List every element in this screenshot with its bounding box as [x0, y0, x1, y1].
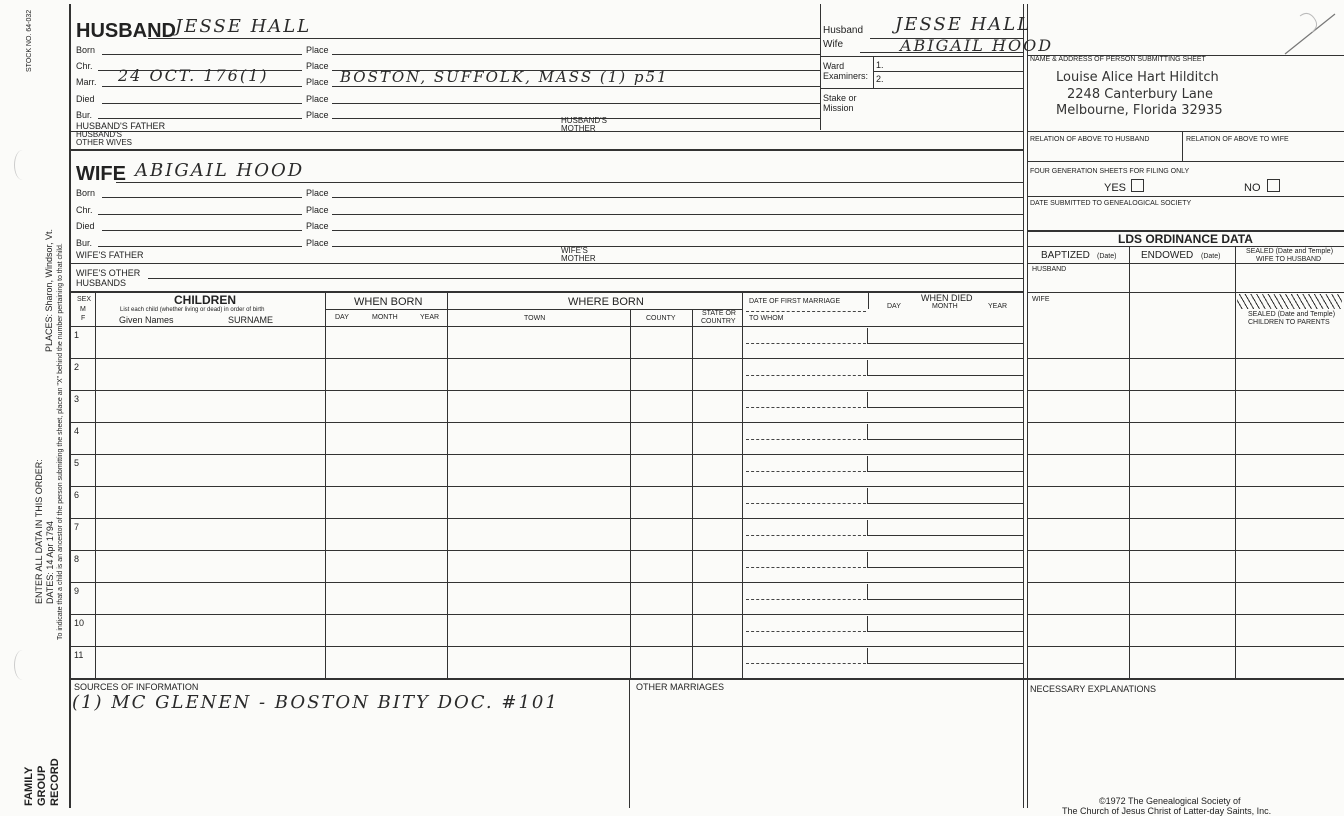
wife-chr-place-label: Place: [306, 205, 329, 215]
child-row-number: 2: [74, 362, 80, 372]
wife-father-line: [70, 263, 1023, 264]
wife-died-place-line: [332, 230, 1023, 231]
wife-born-line: [102, 197, 302, 198]
wifes-other-husbands-2: HUSBANDS: [76, 278, 127, 288]
born-year-label: YEAR: [420, 314, 440, 321]
husband-bur-place-label: Place: [306, 110, 329, 120]
marriage-date-dash: [746, 663, 866, 664]
four-gen-top-line: [1027, 161, 1344, 162]
wife-died-label: Died: [76, 221, 95, 231]
bottom-section-top: [70, 678, 1344, 680]
marriage-date-dash: [746, 567, 866, 568]
when-born-label: WHEN BORN: [354, 296, 423, 308]
wife-bur-place-label: Place: [306, 238, 329, 248]
wife-died-line: [102, 230, 302, 231]
died-day-label: DAY: [887, 303, 901, 310]
wife-name-handwritten: ABIGAIL HOOD: [135, 160, 305, 181]
marriage-date-dash: [746, 343, 866, 344]
child-row-number: 3: [74, 394, 80, 404]
wifes-mother-label-2: MOTHER: [561, 254, 596, 263]
marriage-date-dash: [746, 599, 866, 600]
sources-handwritten: (1) MC GLENEN - BOSTON BITY DOC. #101: [72, 692, 559, 713]
when-died-box[interactable]: [867, 584, 1024, 600]
children-title: CHILDREN: [174, 293, 236, 307]
no-label: NO: [1244, 182, 1261, 194]
when-born-sub-line: [325, 309, 743, 310]
when-died-box[interactable]: [867, 392, 1024, 408]
husband-chr-label: Chr.: [76, 61, 93, 71]
child-row-number: 1: [74, 330, 80, 340]
when-died-divider: [868, 292, 869, 309]
bottom-divider: [629, 678, 630, 808]
born-month-label: MONTH: [372, 314, 398, 321]
marriage-date-dash: [746, 439, 866, 440]
when-died-box[interactable]: [867, 488, 1024, 504]
yes-checkbox[interactable]: [1131, 179, 1144, 192]
to-whom-label: TO WHOM: [749, 315, 784, 322]
wifes-mother-label-1: WIFE'S: [561, 246, 588, 255]
child-row-number: 9: [74, 586, 80, 596]
child-row[interactable]: [70, 422, 1344, 454]
died-month-label: MONTH: [932, 303, 958, 310]
child-row[interactable]: [70, 518, 1344, 550]
dates-order: DATES: 14 Apr 1794: [45, 521, 55, 604]
hatched-area: [1237, 294, 1342, 309]
child-row[interactable]: [70, 358, 1344, 390]
wife-other-husbands-line: [148, 278, 1023, 279]
punch-hole-bottom: [14, 650, 31, 680]
examiner-line-2: [820, 88, 1023, 89]
wife-born-label: Born: [76, 188, 96, 198]
sealed-children-label-1: SEALED (Date and Temple): [1248, 311, 1336, 318]
child-row[interactable]: [70, 486, 1344, 518]
child-row[interactable]: [70, 326, 1344, 358]
husbands-mother-label-2: MOTHER: [561, 124, 596, 133]
marriage-date-dash: [746, 535, 866, 536]
when-died-box[interactable]: [867, 552, 1024, 568]
husband-marr-place-label: Place: [306, 77, 329, 87]
places-order: PLACES: Sharon, Windsor, Vt.: [44, 228, 54, 352]
ward-label: Ward: [823, 61, 845, 71]
town-label: TOWN: [524, 315, 546, 322]
wife-born-place-label: Place: [306, 188, 329, 198]
sealed-children-label-2: CHILDREN TO PARENTS: [1248, 319, 1330, 326]
child-row-number: 8: [74, 554, 80, 564]
child-row[interactable]: [70, 614, 1344, 646]
record-title-2: GROUP: [36, 765, 48, 806]
wife-bur-place-line: [332, 246, 1023, 247]
child-row[interactable]: [70, 582, 1344, 614]
child-row[interactable]: [70, 550, 1344, 582]
pencil-mark-icon: [1280, 10, 1340, 60]
husband-died-line: [102, 103, 302, 104]
examiner-divider: [873, 56, 874, 88]
marriage-date-dash: [746, 631, 866, 632]
rh-husband-handwritten: JESSE HALL: [895, 14, 1032, 35]
lds-header-line: [1027, 263, 1344, 264]
husband-born-place-label: Place: [306, 45, 329, 55]
baptized-label: BAPTIZED: [1041, 250, 1090, 261]
lds-title-line: [1027, 246, 1344, 247]
when-died-box[interactable]: [867, 616, 1024, 632]
wife-name-line: [116, 182, 1023, 183]
state-label-1: STATE OR: [702, 310, 736, 317]
first-marriage-dash: [746, 311, 866, 312]
explanations-label: NECESSARY EXPLANATIONS: [1030, 684, 1157, 694]
yes-label: YES: [1104, 182, 1127, 194]
endowed-label: ENDOWED: [1141, 250, 1194, 261]
sex-f-label: F: [81, 315, 86, 322]
husbands-other-wives-1: HUSBAND'S: [76, 130, 122, 139]
wife-born-place-line: [332, 197, 1023, 198]
rh-wife-label: Wife: [823, 39, 843, 50]
husband-name-line: [148, 38, 820, 39]
rh-wife-handwritten: ABIGAIL HOOD: [900, 36, 1054, 55]
stake-label-1: Stake or: [823, 93, 857, 103]
examiner-line-1: [873, 71, 1023, 72]
marriage-date-dash: [746, 503, 866, 504]
husband-section-bottom: [70, 149, 1023, 151]
marriage-date-dash: [746, 471, 866, 472]
relation-divider: [1182, 131, 1183, 161]
when-died-box[interactable]: [867, 520, 1024, 536]
child-row-number: 5: [74, 458, 80, 468]
lds-title: LDS ORDINANCE DATA: [1118, 232, 1253, 246]
examiner-2: 2.: [876, 74, 884, 84]
rh-husband-label: Husband: [823, 25, 864, 36]
endowed-date-label: (Date): [1201, 253, 1221, 260]
husband-born-place-line: [332, 54, 820, 55]
ancestor-instructions: To indicate that a child is an ancestor of the person submitting the sheet, place an "X" behind the number pertaining to that child.: [57, 243, 64, 640]
sources-label: SOURCES OF INFORMATION: [74, 682, 199, 692]
baptized-date-label: (Date): [1097, 253, 1117, 260]
submitter-street: 2248 Canterbury Lane: [1067, 87, 1214, 102]
child-row-number: 6: [74, 490, 80, 500]
husbands-mother-label-1: HUSBAND'S: [561, 116, 607, 125]
husband-died-place-line: [332, 103, 820, 104]
wife-chr-place-line: [332, 214, 1023, 215]
husband-died-label: Died: [76, 94, 95, 104]
sealed-wife-label-2: WIFE TO HUSBAND: [1256, 256, 1322, 263]
husband-chr-place-label: Place: [306, 61, 329, 71]
born-day-label: DAY: [335, 314, 349, 321]
husband-died-place-label: Place: [306, 94, 329, 104]
husband-marr-label: Marr.: [76, 77, 97, 87]
husband-name-handwritten: JESSE HALL: [175, 16, 312, 37]
other-marriages-label: OTHER MARRIAGES: [636, 682, 725, 692]
rh-divider: [820, 56, 1023, 57]
lds-husband-label: HUSBAND: [1032, 266, 1067, 273]
marriage-date-dash: [746, 375, 866, 376]
wife-bur-label: Bur.: [76, 238, 93, 248]
given-names-label: Given Names: [119, 315, 174, 325]
copyright-1: ©1972 The Genealogical Society of: [1099, 796, 1241, 806]
child-row[interactable]: [70, 454, 1344, 486]
state-label-2: COUNTRY: [701, 318, 736, 325]
examiner-1: 1.: [876, 60, 884, 70]
died-year-label: YEAR: [988, 303, 1008, 310]
wifes-father-label: WIFE'S FATHER: [76, 250, 144, 260]
sex-label: SEX: [77, 296, 92, 303]
punch-hole-top: [14, 150, 31, 180]
wife-chr-line: [98, 214, 302, 215]
no-checkbox[interactable]: [1267, 179, 1280, 192]
wife-died-place-label: Place: [306, 221, 329, 231]
children-subtitle: List each child (whether living or dead) in order of birth: [120, 307, 265, 313]
lds-wife-label: WIFE: [1032, 296, 1050, 303]
child-row[interactable]: [70, 390, 1344, 422]
marriage-date-dash: [746, 407, 866, 408]
husband-heading: HUSBAND: [76, 20, 176, 42]
wifes-other-husbands-1: WIFE'S OTHER: [76, 268, 141, 278]
marriage-date-handwritten: 24 OCT. 176(1): [118, 66, 269, 85]
stake-label-2: Mission: [823, 103, 854, 113]
husband-born-line: [102, 54, 302, 55]
wife-chr-label: Chr.: [76, 205, 93, 215]
date-submitted-top-line: [1027, 196, 1344, 197]
submitter-label: NAME & ADDRESS OF PERSON SUBMITTING SHEET: [1030, 56, 1206, 63]
sex-m-label: M: [80, 306, 86, 313]
wife-heading: WIFE: [76, 163, 126, 185]
husband-father-line: [70, 131, 1023, 132]
header-divider: [820, 4, 821, 130]
examiners-label: Examiners:: [823, 71, 869, 81]
child-row-number: 11: [74, 650, 84, 660]
when-died-box[interactable]: [867, 648, 1024, 664]
husband-bur-line: [98, 118, 302, 119]
when-died-box[interactable]: [867, 360, 1024, 376]
when-died-box[interactable]: [867, 456, 1024, 472]
relation-wife-label: RELATION OF ABOVE TO WIFE: [1186, 136, 1289, 143]
child-row-number: 10: [74, 618, 85, 628]
marriage-place-handwritten: BOSTON, SUFFOLK, MASS (1) p51: [340, 68, 669, 86]
child-row-number: 4: [74, 426, 80, 436]
date-submitted-label: DATE SUBMITTED TO GENEALOGICAL SOCIETY: [1030, 200, 1192, 207]
husband-marr-place-line: [332, 86, 820, 87]
stock-number: STOCK NO. 64-032: [26, 9, 33, 72]
husbands-other-wives-2: OTHER WIVES: [76, 138, 133, 147]
when-died-box[interactable]: [867, 328, 1024, 344]
first-marriage-label: DATE OF FIRST MARRIAGE: [749, 298, 841, 305]
where-born-label: WHERE BORN: [568, 296, 644, 308]
enter-order-label: ENTER ALL DATA IN THIS ORDER:: [34, 459, 44, 604]
husband-born-label: Born: [76, 45, 96, 55]
sealed-wife-label-1: SEALED (Date and Temple): [1246, 248, 1334, 255]
wife-bur-line: [98, 246, 302, 247]
husband-bur-label: Bur.: [76, 110, 93, 120]
submitter-name: Louise Alice Hart Hilditch: [1056, 70, 1219, 85]
when-died-box[interactable]: [867, 424, 1024, 440]
four-gen-label: FOUR GENERATION SHEETS FOR FILING ONLY: [1030, 168, 1190, 175]
relation-husband-label: RELATION OF ABOVE TO HUSBAND: [1030, 136, 1150, 143]
relation-top-line: [1027, 131, 1344, 132]
record-title-3: RECORD: [49, 758, 61, 806]
husband-marr-line: [102, 86, 302, 87]
surname-label: SURNAME: [228, 315, 274, 325]
record-title-1: FAMILY: [23, 766, 35, 806]
child-row[interactable]: [70, 646, 1344, 678]
county-label: COUNTY: [646, 315, 676, 322]
when-died-label: WHEN DIED: [921, 293, 973, 303]
child-row-number: 7: [74, 522, 80, 532]
lds-husband-line: [1027, 292, 1344, 293]
submitter-city: Melbourne, Florida 32935: [1056, 103, 1223, 118]
copyright-2: The Church of Jesus Christ of Latter-day Saints, Inc.: [1062, 806, 1272, 816]
husbands-father-label: HUSBAND'S FATHER: [76, 121, 166, 131]
